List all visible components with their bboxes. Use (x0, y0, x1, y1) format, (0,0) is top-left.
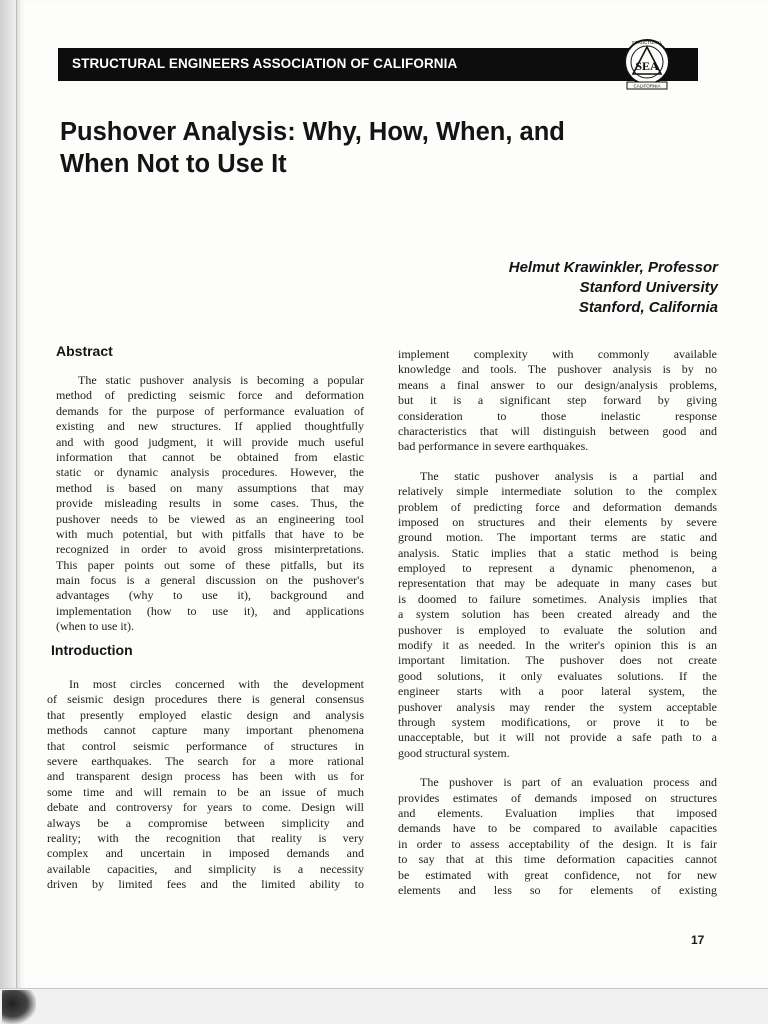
text-line: that control seismic performance of structures in (47, 738, 364, 753)
page-number: 17 (691, 933, 705, 947)
author-name: Helmut Krawinkler, Professor (508, 259, 718, 276)
text-line: static or dynamic analysis procedures. However, the (56, 465, 364, 480)
text-line: The pushover is part of an evaluation process and (420, 775, 717, 790)
association-banner (58, 48, 698, 81)
text-line: characteristics that will distinguish between good and (398, 423, 717, 438)
paper-title-line-1: Pushover Analysis: Why, How, When, and (60, 118, 565, 146)
text-line: through system modifications, or prove it to be (398, 714, 717, 729)
seal-ring-top: STRUCTURAL (631, 40, 663, 45)
text-line: to say that at this time deformation capacities cannot (398, 852, 717, 867)
right-para-3-lines (398, 775, 717, 898)
text-line: with much potential, but with pitfalls that have to be (56, 526, 364, 541)
text-line: pushover analysis may render the system acceptable (398, 699, 717, 714)
text-line: implementation (how to use it), and applications (56, 603, 364, 618)
text-line: and transparent design process has been with us for (47, 769, 364, 784)
text-line: existing and new structures. If applied thoughtfully (56, 419, 364, 434)
text-line: and elements. Evaluation implies that imposed (398, 805, 717, 820)
text-line: debate and controversy for years to come. Design will (47, 800, 364, 815)
scan-shadow (2, 990, 36, 1024)
seal-ring-bottom: CALIFORNIA (633, 83, 661, 89)
text-line: good structural system. (398, 745, 510, 760)
text-line: implement complexity with commonly available (398, 347, 717, 361)
text-line: a system solution has been created already and the (398, 607, 717, 622)
text-line: and with good judgment, it will provide much useful (56, 434, 364, 449)
text-line: engineer starts with a poor lateral system, the (398, 684, 717, 699)
text-line: imposed on structures and their elements by severe (398, 514, 717, 529)
text-line: reality; with the recognition that reality is very (47, 830, 364, 845)
text-line: employed to represent a dynamic phenomenon, a (398, 561, 717, 576)
text-line: The static pushover analysis is a partial and (420, 468, 717, 483)
text-line: representation that may be adequate in many cases but (398, 576, 717, 591)
author-affiliation: Stanford University (579, 279, 718, 296)
text-line: always be a compromise between simplicity and (47, 815, 364, 830)
text-line: consideration to those inelastic response (398, 408, 717, 423)
paper-title-line-2: When Not to Use It (60, 150, 287, 178)
text-line: methods cannot capture many important phenomena (47, 723, 364, 738)
text-line: The static pushover analysis is becoming a popular (78, 373, 364, 387)
right-para-2-lines (398, 469, 717, 761)
text-line: problem of predicting force and deformation demands (398, 499, 717, 514)
text-line: modify it as needed. In the writer's opinion this is an (398, 638, 717, 653)
text-line: that presently employed elastic design and analysis (47, 707, 364, 722)
text-line: method is based on many assumptions that may (56, 480, 364, 495)
text-line: available capacities, and simplicity is a necessity (47, 861, 364, 876)
text-line: elements and less so for elements of existing (398, 882, 717, 897)
text-line: main focus is a general discussion on the pushover's (56, 573, 364, 588)
seaoc-seal-icon (617, 34, 677, 92)
text-line: but it is a significant step forward by giving (398, 393, 717, 408)
association-name: STRUCTURAL ENGINEERS ASSOCIATION OF CALIFORNIA (72, 56, 458, 71)
text-line: unacceptable, but it will not provide a safe path to a (398, 730, 717, 745)
abstract-lines (56, 373, 364, 635)
text-line: (when to use it). (56, 619, 134, 634)
text-line: information that cannot be obtained from elastic (56, 449, 364, 464)
text-line: bad performance in severe earthquakes. (398, 439, 589, 454)
text-line: relatively simple intermediate solution to the complex (398, 484, 717, 499)
text-line: demands have to be compared to available capacities (398, 821, 717, 836)
introduction-heading: Introduction (51, 642, 133, 658)
text-line: analysis. Static implies that a static method is being (398, 545, 717, 560)
text-line: driven by limited fees and the limited ability to (47, 877, 364, 892)
author-location: Stanford, California (578, 299, 718, 316)
text-line: In most circles concerned with the development (69, 677, 364, 691)
text-line: is doomed to failure sometimes. Analysis implies that (398, 591, 717, 606)
text-line: complex and uncertain in imposed demands and (47, 846, 364, 861)
text-line: provides estimates of demands imposed on structures (398, 790, 717, 805)
text-line: knowledge and tools. The pushover analysis is by no (398, 362, 717, 377)
paper-title (60, 116, 720, 180)
introduction-lines (47, 677, 364, 892)
text-line: pushover is employed to evaluate the solution and (398, 622, 717, 637)
text-line: of seismic design procedures there is general consensus (47, 692, 364, 707)
next-page-edge (0, 988, 768, 1024)
right-para-1-lines (398, 347, 717, 455)
text-line: in order to assess acceptability of the design. It is fair (398, 836, 717, 851)
text-line: ground motion. The important terms are static and (398, 530, 717, 545)
text-line: provide misleading results in some cases. Thus, the (56, 496, 364, 511)
right-column-body (398, 347, 717, 898)
text-line: some time and will remain to be an issue of much (47, 784, 364, 799)
abstract-heading: Abstract (56, 343, 113, 359)
text-line: This paper points out some of these pitfalls, but its (56, 557, 364, 572)
author-block (509, 258, 718, 318)
text-line: important limitation. The pushover does not create (398, 653, 717, 668)
text-line: advantages (why to use it), background and (56, 588, 364, 603)
text-line: demands for the purpose of performance evaluation of (56, 403, 364, 418)
text-line: recognized in order to avoid gross misinterpretations. (56, 542, 364, 557)
text-line: good solutions, it only evaluates solutions. If the (398, 668, 717, 683)
seal-mark: SEA (635, 59, 659, 73)
text-line: method of predicting seismic force and deformation (56, 388, 364, 403)
text-line: severe earthquakes. The search for a more rational (47, 753, 364, 768)
text-line: pushover needs to be viewed as an engineering tool (56, 511, 364, 526)
text-line: means a final answer to our design/analysis problems, (398, 377, 717, 392)
text-line: be estimated with great confidence, not for new (398, 867, 717, 882)
abstract-body (56, 373, 364, 635)
book-spine-shadow (0, 0, 16, 1024)
introduction-body (47, 677, 364, 892)
